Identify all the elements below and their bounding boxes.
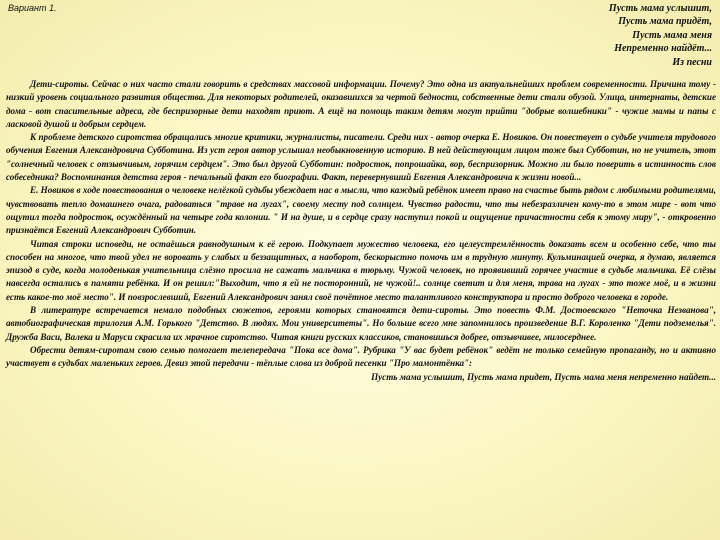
paragraph: К проблеме детского сиротства обращались многие критики, журналисты, писатели. Среди них - автор очерка Е. Новиков. Он повествует о судьбе учителя трудового обучения Евгения Александровича Субботина. Из уст героя автор услышал необыкновенную историю. В ней действующим лицом тоже был Субботин, но не учитель, этот "солнечный человек с отзывчивым, горячим сердцем". Это был другой Субботин: подросток, попрошайка, вор, беспризорник. Можно ли было поверить в истинность слов собеседника? Воспоминания детства героя - печальный факт его биографии. Факт, перевернувший Евгения Александровича к жизни новой... [6, 132, 716, 183]
paragraph: Читая строки исповеди, не остаёшься равнодушным к её герою. Подкупает мужество человека, его целеустремлённость доказать всем и особенно себе, что ты способен на многое, что твой удел не воровать у слабых и беззащитных, а наоборот, бескорыстно помочь им в трудную минуту. Кульминацией очерка, я думаю, является эпизод в суде, когда молоденькая учительница слёзно просила не сажать мальчика в тюрьму. Чужой человек, но проявивший горячее участие в судьбе мальчика. Её слёзы навсегда остались в памяти ребёнка. И он решил:"Выходит, что я ей не посторонний, не чужой!.. солнце светит и для меня, трава на лугах - это тоже моё, и в жизни есть какое-то моё место". И повзрослевший, Евгений Александрович занял своё почётное место талантливого конструктора и просто доброго человека в городе. [6, 238, 716, 302]
epigraph-line: Пусть мама меня [632, 29, 712, 41]
paragraph: Обрести детям-сиротам свою семью помогает телепередача "Пока все дома". Рубрика "У вас будет ребёнок" ведёт не только семейную пропаганду, но и активно участвует в судьбах маленьких героев. Девиз этой передачи - тёплые слова из доброй песенки "Про мамонтёнка": [6, 344, 716, 369]
epigraph-line: Непременно найдёт... [614, 43, 712, 55]
paragraph: В литературе встречается немало подобных сюжетов, героями которых становятся дети-сироты. Это повесть Ф.М. Достоевского "Неточка Незванова", автобиографическая трилогия А.М. Горького "Детство. В людях. Мои университеты". Но больше всего мне запомнилось произведение В.Г. Короленко "Дети подземелья". Дружба Васи, Валека и Маруси скрасила их мрачное сиротство. Читая книги русских классиков, становишься добрее, отзывчивее, милосерднее. [6, 305, 716, 342]
epigraph [512, 2, 712, 69]
closing-quote: Пусть мама услышит, Пусть мама придет, Пусть мама меня непременно найдет... [371, 371, 716, 382]
epigraph-line: Пусть мама услышит, [608, 3, 712, 14]
variant-label: Вариант 1. [8, 3, 57, 13]
paragraph: Е. Новиков в ходе повествования о человеке нелёгкой судьбы убеждает нас в мысли, что каждый ребёнок имеет право на счастье быть рядом с любимыми родителями, чувствовать тепло домашнего очага, радоваться "траве на лугах", своему месту под солнцем. Чувство радости, что ты небезразличен кому-то в этом мире - вот что ощутил тогда подросток, осуждённый на четыре года колонии. " И на душе, и в сердце сразу наступил покой и ощущение причастности себя к этому миру", - откровенно признаётся Евгений Александрович Субботин. [6, 185, 716, 236]
paragraph: Дети-сироты. Сейчас о них часто стали говорить в средствах массовой информации. Почему? Это одна из актуальнейших проблем современности. Причина тому - низкий уровень социального развития общества. Для некоторых родителей, оказавшихся за чертой бедности, собственные дети стали обузой. Улица, интернаты, детские дома - вот спасительные адреса, где беспризорные дети находят приют. А ещё на помощь таким детям могут прийти "добрые волшебники" - чужие мамы и папы с ласковой душой и добрым сердцем. [6, 79, 716, 129]
essay-body [6, 78, 716, 384]
epigraph-line: Пусть мама придёт, [618, 16, 712, 28]
epigraph-source: Из песни [672, 56, 712, 68]
